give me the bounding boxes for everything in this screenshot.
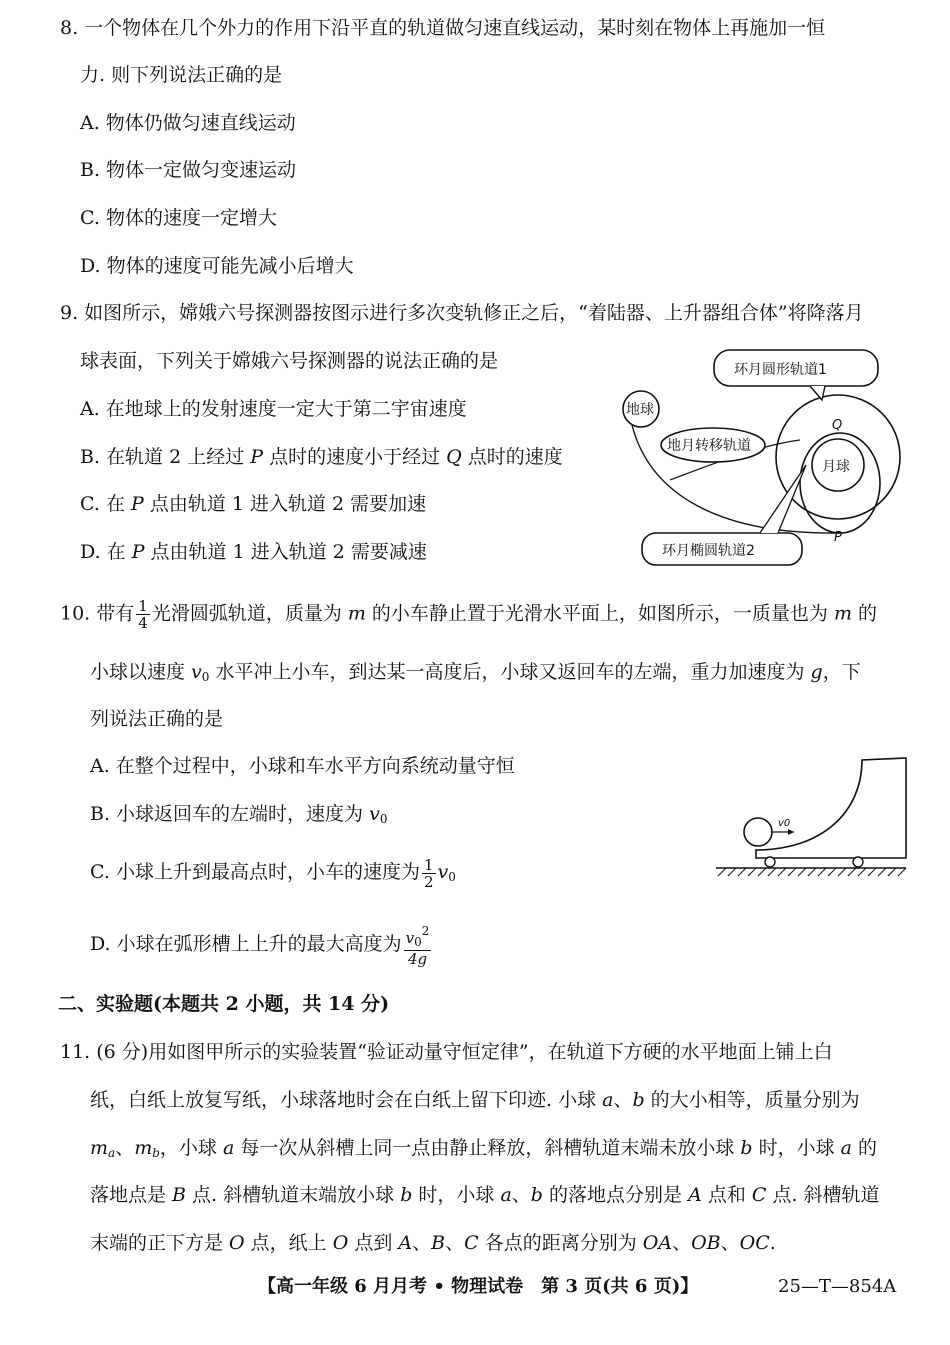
q10-c-frac-num: 1: [423, 855, 434, 874]
q9-orbit-diagram: [610, 345, 910, 570]
q9-b-point-q: Q: [446, 446, 462, 468]
q11-l5-t3: 点到: [348, 1232, 399, 1254]
q11-l3-sep: 、: [115, 1137, 135, 1159]
q10-frac-den: 4: [138, 614, 148, 632]
q10-text5: 小球以速度: [90, 661, 192, 683]
q11-line1: 11. (6 分)用如图甲所示的实验装置“验证动量守恒定律”，在轨道下方硬的水平地面上铺上白: [60, 1041, 833, 1063]
q9-c-point-p: P: [130, 493, 144, 515]
q8-option-d: D. 物体的速度可能先减小后增大: [80, 255, 354, 277]
q11-l5-OB: OB: [691, 1232, 721, 1254]
q9-b-text1: B. 在轨道 2 上经过: [80, 446, 251, 468]
q11-ma: m: [90, 1137, 109, 1159]
q10-text3: 的小车静止置于光滑水平面上，如图所示，一质量也为: [365, 602, 834, 625]
q9-d-text2: 点由轨道 1 进入轨道 2 需要减速: [144, 541, 427, 563]
q10-option-c: [90, 852, 456, 897]
q10-d-frac-num: [404, 923, 432, 951]
q11-l5-O: O: [229, 1232, 245, 1254]
ground-hatching: [718, 868, 906, 876]
orbit2-label: 环月椭圆轨道2: [662, 543, 755, 559]
q10-c-v: v: [437, 861, 449, 883]
q8-option-c: C. 物体的速度一定增大: [80, 207, 277, 229]
q10-v-sub: 0: [201, 670, 210, 684]
q11-l3-b1: b: [740, 1137, 753, 1159]
ball: [744, 818, 772, 846]
transfer-label: 地月转移轨道: [667, 438, 751, 454]
q9-b-point-p: P: [250, 446, 264, 468]
q11-l2-t1: 纸，白纸上放复写纸，小球落地时会在白纸上留下印迹. 小球: [90, 1089, 603, 1111]
q11-l3-t4: 的: [851, 1137, 878, 1159]
q9-option-a: A. 在地球上的发射速度一定大于第二宇宙速度: [80, 398, 467, 420]
q10-b-v: v: [369, 803, 380, 825]
q10-v: v: [191, 661, 202, 683]
q10-stem-line3: 列说法正确的是: [90, 708, 224, 730]
q11-l5-s3: 、: [672, 1232, 692, 1254]
q11-line3: [90, 1136, 877, 1165]
point-p-label: P: [834, 530, 842, 545]
q10-g: g: [810, 661, 823, 683]
q10-fraction-quarter: [136, 598, 150, 631]
q10-text6: 水平冲上小车，到达某一高度后，小球又返回车的左端，重力加速度为: [209, 661, 811, 683]
q9-c-text2: 点由轨道 1 进入轨道 2 需要加速: [143, 493, 427, 515]
q11-line5: [90, 1231, 776, 1255]
q11-mb: m: [134, 1137, 153, 1159]
q11-ma-sub: a: [108, 1146, 116, 1160]
velocity-arrowhead: [788, 829, 794, 835]
q11-l4-B: B: [172, 1184, 187, 1206]
q11-l4-t3: 时，小球: [412, 1184, 501, 1206]
q9-c-text1: C. 在: [80, 493, 131, 515]
q11-l4-t2: 点. 斜槽轨道末端放小球: [186, 1184, 401, 1206]
q11-l2-t3: 的大小相等，质量分别为: [644, 1089, 860, 1111]
q9-stem-line1: 9. 如图所示，嫦娥六号探测器按图示进行多次变轨修正之后，“着陆器、上升器组合体”将降落月: [60, 302, 864, 324]
q10-mass-m2: m: [833, 602, 853, 625]
q10-b-text: B. 小球返回车的左端时，速度为: [90, 803, 370, 825]
moon-label: 月球: [822, 459, 850, 475]
q10-option-d: [90, 922, 433, 967]
q11-l3-a1: a: [222, 1137, 235, 1159]
q11-l3-t3: 时，小球: [752, 1137, 841, 1159]
q9-d-text1: D. 在: [80, 541, 132, 563]
q9-stem-line2: 球表面，下列关于嫦娥六号探测器的说法正确的是: [80, 350, 499, 372]
q11-l4-t6: 点. 斜槽轨道: [766, 1184, 880, 1206]
orbit2-callout-pointer: [760, 465, 806, 533]
q11-line4: [90, 1183, 880, 1207]
q9-d-point-p: P: [131, 541, 145, 563]
q11-l4-sep: 、: [511, 1184, 531, 1206]
q11-l3-a2: a: [840, 1137, 852, 1159]
q11-l4-t5: 点和: [701, 1184, 752, 1206]
q10-d-fraction: [404, 923, 432, 967]
q11-l4-t1: 落地点是: [90, 1184, 173, 1206]
q11-l2-t2: 、: [613, 1089, 633, 1111]
q10-d-v: v: [405, 929, 415, 947]
q11-l5-A: A: [398, 1232, 413, 1254]
q8-option-a: A. 物体仍做匀速直线运动: [80, 112, 296, 134]
footer-code: 25—T—854A: [778, 1276, 897, 1297]
q8-option-b: B. 物体一定做匀变速运动: [80, 159, 297, 181]
q11-line2: [90, 1088, 860, 1112]
q10-text1: 10. 带有: [60, 602, 135, 625]
q10-c-v-sub: 0: [448, 870, 456, 884]
q11-l5-C: C: [464, 1232, 479, 1254]
q11-l3-t2: 每一次从斜槽上同一点由静止释放，斜槽轨道末端未放小球: [234, 1137, 741, 1159]
q11-l5-O2: O: [332, 1232, 349, 1254]
point-q-label: Q: [832, 418, 843, 433]
q11-l4-a: a: [500, 1184, 512, 1206]
q11-mb-sub: b: [152, 1146, 160, 1160]
q9-b-text3: 点时的速度: [461, 446, 563, 468]
q10-option-b: [90, 802, 387, 831]
orbit1-label: 环月圆形轨道1: [734, 362, 827, 378]
q11-l4-t4: 的落地点分别是: [542, 1184, 689, 1206]
q11-l5-OA: OA: [642, 1232, 673, 1254]
q10-frac-num: 1: [138, 597, 148, 615]
q10-d-text: D. 小球在弧形槽上上升的最大高度为: [90, 933, 402, 955]
q11-l2-b: b: [632, 1089, 645, 1111]
q11-l4-A: A: [688, 1184, 702, 1206]
q11-l5-s4: 、: [720, 1232, 740, 1254]
q11-l5-t1: 末端的正下方是: [90, 1232, 230, 1254]
q9-b-text2: 点时的速度小于经过: [263, 446, 447, 468]
q10-stem-line2: [90, 660, 861, 689]
q8-stem-line2: 力. 则下列说法正确的是: [80, 64, 283, 86]
q11-l5-s1: 、: [412, 1232, 432, 1254]
q10-stem-line1: [60, 598, 877, 631]
q10-c-frac-den: 2: [423, 872, 434, 891]
q11-l5-t4: 各点的距离分别为: [478, 1232, 643, 1254]
q11-l5-t2: 点，纸上: [244, 1232, 333, 1254]
q10-option-a: A. 在整个过程中，小球和车水平方向系统动量守恒: [90, 755, 515, 777]
q11-l5-B: B: [431, 1232, 446, 1254]
q8-stem-line1: 8. 一个物体在几个外力的作用下沿平直的轨道做匀速直线运动，某时刻在物体上再施加一恒: [60, 17, 826, 39]
q9-option-b: [80, 445, 563, 469]
right-wheel: [853, 857, 863, 867]
q11-l5-OC: OC: [739, 1232, 770, 1254]
q11-l4-b2: b: [530, 1184, 543, 1206]
q10-d-v-sub: 0: [414, 935, 422, 949]
q11-l3-t1: ，小球: [159, 1137, 223, 1159]
q10-mass-m: m: [347, 602, 366, 625]
earth-label: 地球: [626, 402, 654, 418]
q10-c-fraction: [422, 857, 436, 890]
q11-l4-b: b: [400, 1184, 413, 1206]
velocity-label: v0: [778, 818, 791, 829]
q11-l4-C: C: [751, 1184, 767, 1206]
q9-option-d: [80, 540, 427, 564]
q10-c-text: C. 小球上升到最高点时，小车的速度为: [90, 861, 420, 883]
footer-title: 【高一年级 6 月月考 • 物理试卷 第 3 页(共 6 页)】: [258, 1276, 699, 1297]
q10-text4: 的: [852, 602, 878, 625]
section2-title: 二、实验题(本题共 2 小题，共 14 分): [58, 993, 390, 1015]
q9-option-c: [80, 492, 426, 516]
q10-d-frac-den: 4g: [407, 950, 428, 968]
q10-text2: 光滑圆弧轨道，质量为: [151, 602, 348, 625]
q10-cart-diagram: [712, 752, 908, 877]
q11-l2-a: a: [602, 1089, 614, 1111]
q10-d-sup: 2: [421, 924, 430, 938]
q10-text7: ，下: [822, 661, 861, 683]
q11-l5-s2: 、: [445, 1232, 465, 1254]
q10-b-v-sub: 0: [379, 812, 388, 826]
q11-l5-dot: .: [769, 1232, 776, 1254]
left-wheel: [765, 857, 775, 867]
cart-body: [756, 758, 906, 858]
